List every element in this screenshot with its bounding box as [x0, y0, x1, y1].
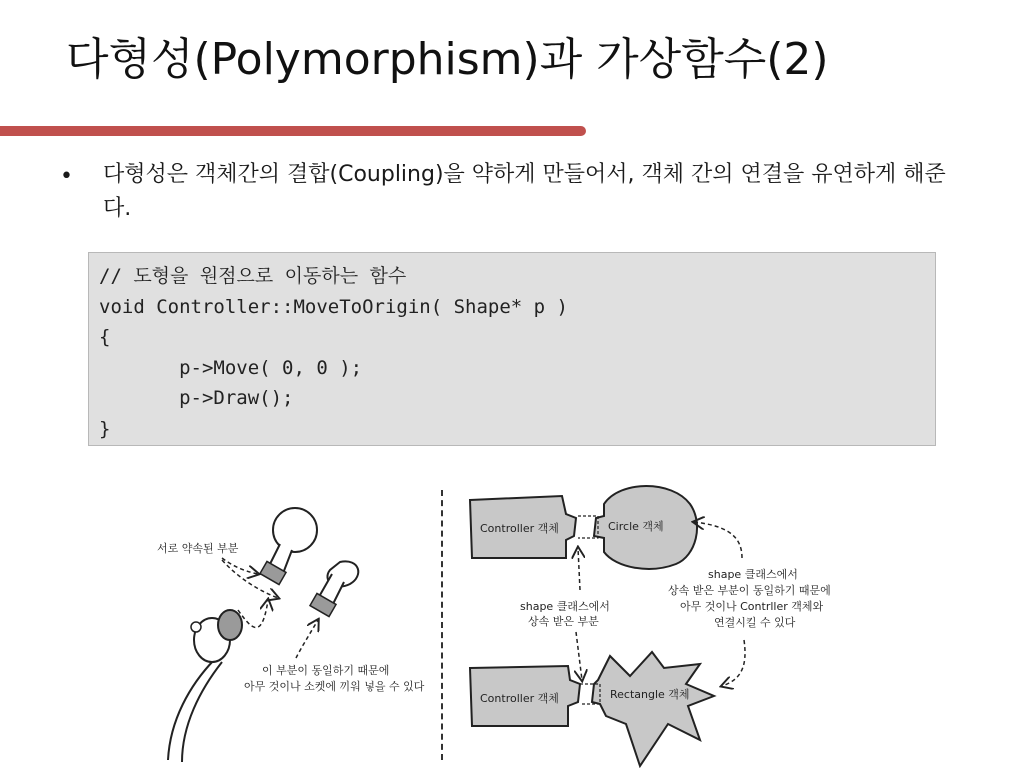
code-signature: void Controller::MoveToOrigin( Shape* p )	[99, 295, 568, 318]
code-move-call: p->Move( 0, 0 );	[99, 356, 363, 379]
illustration-canvas	[0, 480, 1024, 768]
note-line3: 아무 것이나 Contrller 객체와	[680, 600, 824, 613]
label-same-line2: 아무 것이나 소켓에 끼워 넣을 수 있다	[244, 680, 425, 693]
title-accent-bar	[0, 126, 586, 136]
arrow-inherit-up	[578, 548, 580, 590]
code-block	[88, 252, 936, 446]
light-bulb-icon	[260, 508, 317, 585]
bullet-marker: •	[60, 164, 73, 189]
code-comment: // 도형을 원점으로 이동하는 함수	[99, 265, 407, 287]
arrow-note-to-star	[722, 640, 745, 686]
label-same-line1: 이 부분이 동일하기 때문에	[262, 664, 390, 677]
code-open-brace: {	[99, 326, 111, 348]
bullet-text: 다형성은 객체간의 결합(Coupling)을 약하게 만들어서, 객체 간의 연결을 유연하게 해준다.	[103, 162, 946, 221]
label-controller-top: Controller 객체	[480, 522, 559, 535]
arrow-note-to-circle	[694, 522, 742, 558]
note-line1: shape 클래스에서	[708, 568, 798, 581]
note-line2: 상속 받은 부분이 동일하기 때문에	[668, 584, 831, 597]
arrow-inherit-down	[576, 632, 582, 680]
label-inherit-line2: 상속 받은 부분	[528, 615, 599, 628]
code-draw-call: p->Draw();	[99, 387, 294, 409]
cfl-bulb-icon	[310, 561, 358, 616]
label-inherit-line1: shape 클래스에서	[520, 600, 610, 613]
code-close-brace: }	[99, 417, 111, 440]
socket-plug-illustration	[168, 610, 242, 762]
label-agreed-part: 서로 약속된 부분	[157, 542, 239, 555]
star-shape	[580, 652, 714, 766]
arrow-socket-up-2	[296, 620, 318, 658]
note-line4: 연결시킬 수 있다	[714, 616, 796, 629]
slide-title: 다형성(Polymorphism)과 가상함수(2)	[66, 34, 829, 85]
label-circle: Circle 객체	[608, 520, 664, 533]
label-rectangle: Rectangle 객체	[610, 688, 690, 701]
label-controller-bottom: Controller 객체	[480, 692, 559, 705]
